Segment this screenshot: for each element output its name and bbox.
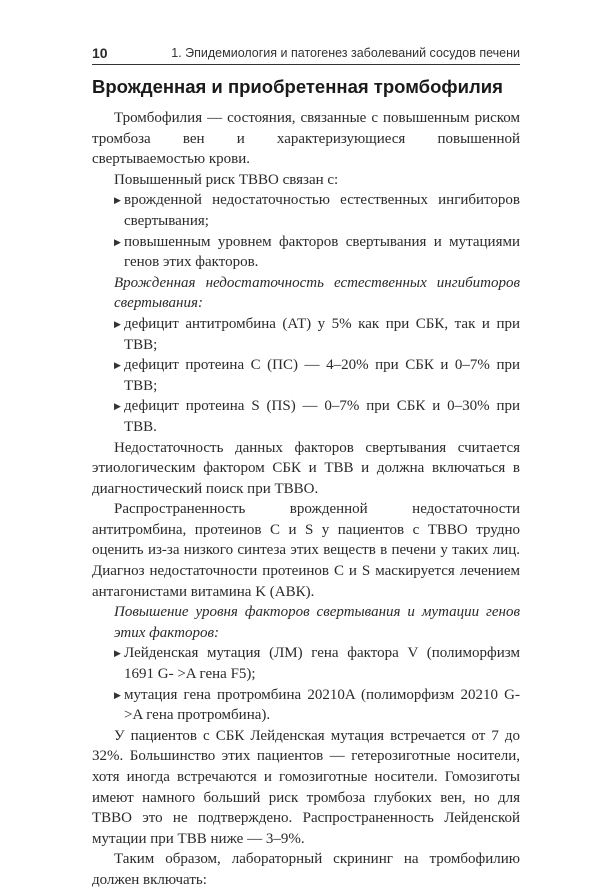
triangle-bullet-icon: ▶ bbox=[114, 236, 121, 247]
list-item bbox=[92, 232, 520, 273]
list-item-text: повышенным уровнем факторов свертывания и мутациями генов этих факторов. bbox=[124, 233, 520, 271]
leiden-paragraph: У пациентов с СБК Лейденская мутация встречается от 7 до 32%. Большинство этих пациентов — гетерозиготные носители, хотя иногда встречаются и гомозиготные носители. Гомозиготы имеют намного больший риск тромбоза глубоких вен, но для ТВВО это не подтверждено. Распространенность Лейденской мутации при ТВВ ниже — 3–9%. bbox=[92, 727, 520, 847]
deficiency-paragraph: Недостаточность данных факторов свертывания считается этиологическим фактором СБК и ТВВ и должна включаться в диагностический поиск при ТВВО. bbox=[92, 439, 520, 497]
risk-intro-paragraph: Повышенный риск ТВВО связан с: bbox=[114, 171, 339, 188]
page-number: 10 bbox=[92, 45, 108, 61]
list-item bbox=[92, 396, 520, 437]
list-item-text: мутация гена протромбина 20210A (полиморфизм 20210 G- >A гена протромбина). bbox=[124, 686, 520, 724]
list-item bbox=[92, 190, 520, 231]
triangle-bullet-icon: ▶ bbox=[114, 318, 121, 329]
list-item-text: дефицит протеина S (ПS) — 0–7% при СБК и 0–30% при ТВВ. bbox=[124, 398, 520, 435]
list-item-text: Лейденская мутация (ЛМ) гена фактора V (полиморфизм 1691 G- >A гена F5); bbox=[124, 645, 520, 683]
triangle-bullet-icon: ▶ bbox=[114, 648, 121, 659]
section-title: Врожденная и приобретенная тромбофилия bbox=[92, 76, 503, 97]
triangle-bullet-icon: ▶ bbox=[114, 195, 121, 206]
list-item-text: дефицит антитромбина (АТ) у 5% как при СБК, так и при ТВВ; bbox=[124, 315, 520, 353]
prevalence-paragraph: Распространенность врожденной недостаточности антитромбина, протеинов С и S у пациентов с ТВВО трудно оценить из-за низкого синтеза этих веществ в печени у таких лиц. Диагноз недостаточности протеинов С и S маскируется лечением антагонистами витамина K (АВК). bbox=[92, 501, 520, 600]
list-item bbox=[92, 685, 520, 726]
intro-paragraph: Тромбофилия — состояния, связанные с повышенным риском тромбоза вен и характеризующиеся повышенной свертываемостью крови. bbox=[92, 110, 520, 168]
list-item bbox=[92, 355, 520, 396]
list-item-text: врожденной недостаточностью естественных ингибиторов свертывания; bbox=[124, 192, 520, 229]
list-item-text: дефицит протеина С (ПС) — 4–20% при СБК и 0–7% при ТВВ; bbox=[124, 357, 520, 394]
running-header bbox=[92, 44, 520, 65]
triangle-bullet-icon: ▶ bbox=[114, 401, 121, 412]
risk-list bbox=[92, 190, 520, 272]
inhibitors-list bbox=[92, 314, 520, 438]
list-item bbox=[92, 314, 520, 355]
triangle-bullet-icon: ▶ bbox=[114, 689, 121, 700]
chapter-title: 1. Эпидемиология и патогенез заболеваний сосудов печени bbox=[171, 46, 520, 60]
list-item bbox=[92, 643, 520, 684]
mutations-list bbox=[92, 643, 520, 725]
triangle-bullet-icon: ▶ bbox=[114, 360, 121, 371]
page-content bbox=[92, 76, 520, 891]
mutations-subheading: Повышение уровня факторов свертывания и мутации генов этих факторов: bbox=[114, 604, 520, 641]
inhibitors-subheading: Врожденная недостаточность естественных ингибиторов свертывания: bbox=[114, 274, 520, 312]
conclusion-paragraph: Таким образом, лабораторный скрининг на тромбофилию должен включать: bbox=[92, 851, 520, 888]
